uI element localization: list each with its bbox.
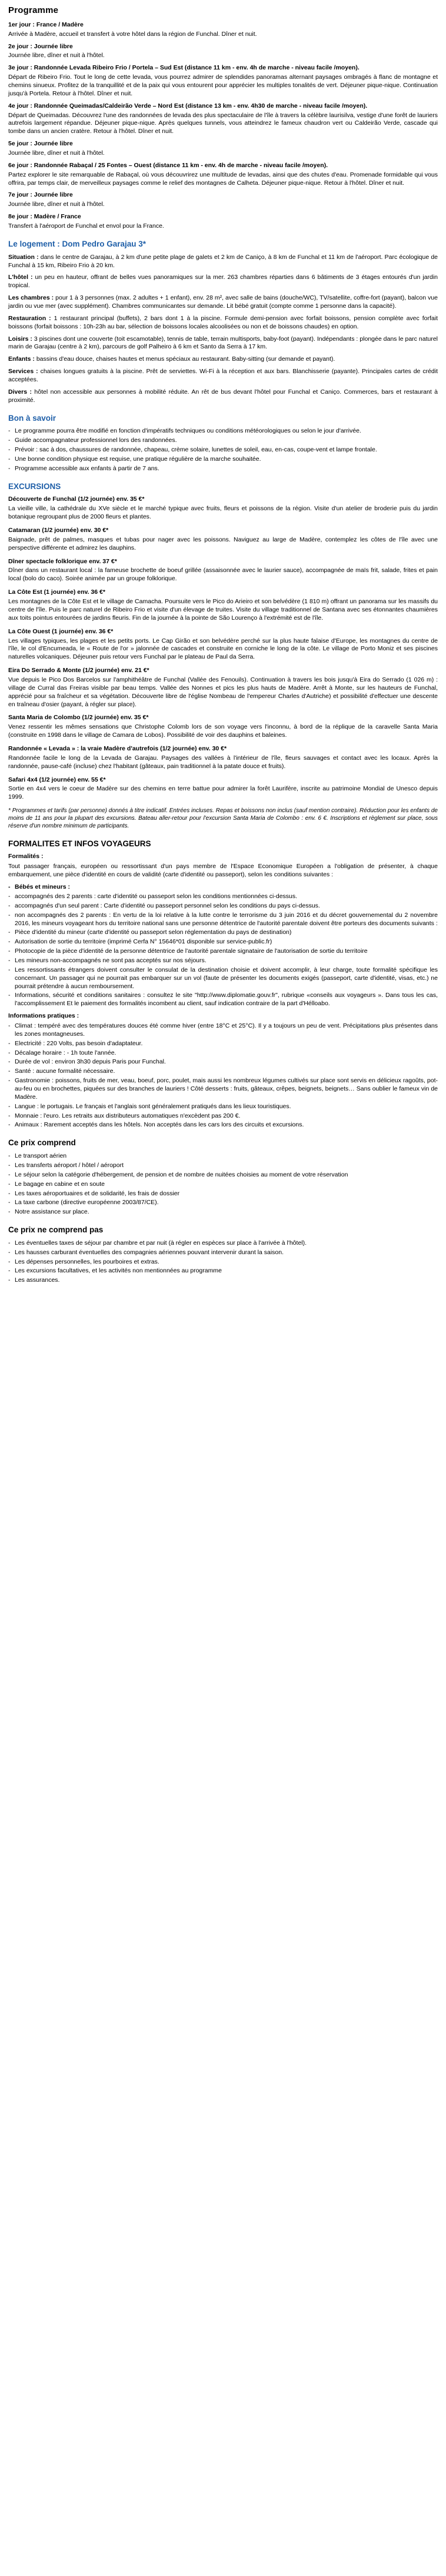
programme-day [8, 102, 438, 136]
formalites-subheading: Formalités : [8, 853, 44, 860]
programme-day [8, 162, 438, 188]
list-item: - Langue : le portugais. Le français et l'anglais sont généralement pratiqués dans les lieux touristiques. [8, 1103, 438, 1111]
list-item: - Prévoir : sac à dos, chaussures de randonnée, chapeau, crème solaire, lunettes de soleil, eau, en-cas, coupe-vent et lampe frontale. [8, 446, 438, 454]
logement-label: Services : [8, 368, 38, 375]
excursion-title: Randonnée « Levada » : la vraie Madère d'autrefois (1/2 journée) env. 30 €* [8, 744, 227, 752]
excursion-text: Les montagnes de la Côte Est et le village de Camacha. Poursuite vers le Pico do Arieiro et son belvédère (1 810 m) offrant un panorama sur les massifs du centre de l'île. Puis le parc naturel de Ribeiro Frio et visite d'un élevage de truites. Visite du village traditionnel de Santana avec ses étonnantes chaumières aux toits pointus entourées de jardins fleuris. Fin de la journée à la pointe de São Lourenço à l'extrémité est de l'île. [8, 598, 438, 621]
list-item: - Les dépenses personnelles, les pourboires et extras. [8, 1258, 438, 1267]
logement-paragraph [8, 274, 438, 290]
logement-paragraph [8, 335, 438, 352]
list-item: - Le séjour selon la catégorie d'hébergement, de pension et de nombre de nuitées choisies au moment de votre réservation [8, 1171, 438, 1179]
programme-day [8, 191, 438, 209]
excursion-text: Vue depuis le Pico Dos Barcelos sur l'amphithéâtre de Funchal (Vallée des Fenouils). Continuation à travers les bois jusqu'à Eira do Serrado (1 026 m) : village de Curral das Freiras visible par beau temps. Vallée des Nonnes et pics les plus hauts de Madère. Arrêt à Monte, sur les hauteurs de Funchal, apprécié pour sa fraîcheur et sa végétation. Découverte libre de l'église Nombeau de l'empereur Charles d'Autriche) et possibilité d'effectuer une descente en traîneau d'osier (payant, à régler sur place). [8, 676, 438, 708]
day-heading: 4e jour : Randonnée Queimadas/Caldeirão Verde – Nord Est (distance 13 km - env. 4h30 de marche - niveau facile /moyen). [8, 102, 368, 109]
excursion-item [8, 714, 438, 740]
bon-a-savoir-list [8, 427, 438, 473]
excursion-title: Dîner spectacle folklorique env. 37 €* [8, 557, 117, 565]
excursion-item [8, 496, 438, 521]
list-item: - Durée de vol : environ 3h30 depuis Paris pour Funchal. [8, 1058, 438, 1066]
list-item: - Les taxes aéroportuaires et de solidarité, les frais de dossier [8, 1190, 438, 1198]
programme-day [8, 140, 438, 158]
list-item: - Le programme pourra être modifié en fonction d'impératifs techniques ou conditions météorologiques ou selon le jour d'arrivée. [8, 427, 438, 436]
list-item: - Notre assistance sur place. [8, 1208, 438, 1216]
list-item: - Décalage horaire : - 1h toute l'année. [8, 1049, 438, 1058]
list-item: - Informations, sécurité et conditions sanitaires : consultez le site "http://www.diplomatie.gouv.fr", rubrique «conseils aux voyageurs ». Dans tous les cas, l'accomplissement Et le paiement des formalités incombent au client, sauf indication contraire de la part d'Hélloabo. [8, 992, 438, 1008]
list-item: - Les ressortissants étrangers doivent consulter le consulat de la destination choisie et doivent accomplir, à leur charge, toute formalité spécifique les concernant. Un passager qui ne pourrait pas embarquer sur un vol (faute de présenter les documents exigés (passeport, carte d'identité, visas, etc.) ne pourrait prétendre à aucun remboursement. [8, 966, 438, 991]
logement-paragraph [8, 254, 438, 270]
list-item: - Santé : aucune formalité nécessaire. [8, 1068, 438, 1076]
list-item: - Pièce d'identité du mineur (carte d'identité ou passeport selon réglementation du pays de destination) [8, 929, 438, 937]
infos-pratiques-list [8, 1022, 438, 1129]
excursion-text: Baignade, prêt de palmes, masques et tubas pour nager avec les poissons. Naviguez au large de Madère, contemplez les côtes de l'île avec une perspective différente et admirez les dauphins. [8, 536, 438, 551]
programme-day [8, 213, 438, 231]
excursion-text: Sortie en 4x4 vers le coeur de Madère sur des chemins en terre battue pour admirer la forêt Laurifère, inscrite au patrimoine Mondial de Unesco depuis 1999. [8, 785, 438, 801]
excursion-title: La Côte Est (1 journée) env. 36 €* [8, 589, 105, 596]
prix-comprend-list [8, 1152, 438, 1216]
page-title: Programme [8, 5, 59, 15]
list-item: - Monnaie : l'euro. Les retraits aux distributeurs automatiques n'excèdent pas 200 €. [8, 1112, 438, 1121]
day-heading: 8e jour : Madère / France [8, 213, 81, 221]
list-item: - Les transferts aéroport / hôtel / aéroport [8, 1162, 438, 1170]
logement-text: hôtel non accessible aux personnes à mobilité réduite. An rêt de bus devant l'hôtel pour Funchal et Caniço. Commerces, bars et restaurant à proximité. [8, 388, 438, 404]
logement-label: Loisirs : [8, 335, 32, 343]
list-item: - Les assurances. [8, 1277, 438, 1285]
list-item: - accompagnés des 2 parents : carte d'identité ou passeport selon les conditions mentionnées ci-dessus. [8, 893, 438, 901]
list-item: - Electricité : 220 Volts, pas besoin d'adaptateur. [8, 1040, 438, 1048]
formalites-list [8, 883, 438, 1008]
day-body: Arrivée à Madère, accueil et transfert à votre hôtel dans la région de Funchal. Dîner et nuit. [8, 30, 257, 38]
logement-label: Divers : [8, 388, 32, 395]
excursion-title: Eira Do Serrado & Monte (1/2 journée) env. 21 €* [8, 667, 149, 674]
excursion-text: La vieille ville, la cathédrale du XVe siècle et le marché typique avec fruits, fleurs et poissons de la région. Visite d'un atelier de broderie puis du jardin botanique regroupant plus de 2000 fleurs et plantes. [8, 505, 438, 521]
logement-text: bassins d'eau douce, chaises hautes et menus spéciaux au restaurant. Baby-sitting (sur demande et payant). [34, 355, 335, 363]
list-item: - Les mineurs non-accompagnés ne sont pas acceptés sur nos séjours. [8, 957, 438, 965]
day-body: Journée libre, dîner et nuit à l'hôtel. [8, 52, 105, 59]
prix-ne-comprend-pas-list [8, 1239, 438, 1285]
programme-day [8, 64, 438, 98]
prix-ne-comprend-pas-heading: Ce prix ne comprend pas [8, 1225, 104, 1235]
excursion-text: Dîner dans un restaurant local : la fameuse brochette de boeuf grillée (assaisonnée avec le laurier sauce), accompagnée de maïs frit, salade, frites et pain local (bolo do caco). Soirée animée par un groupe folklorique. [8, 567, 438, 583]
list-item: - Le bagage en cabine et en soute [8, 1181, 438, 1189]
list-item: - Guide accompagnateur professionnel lors des randonnées. [8, 437, 438, 445]
list-item: - Climat : tempéré avec des températures douces été comme hiver (entre 18°C et 25°C). Il y a toujours un peu de vent. Précipitations plus présentes dans les zones montagneuses. [8, 1022, 438, 1039]
day-body: Partez explorer le site remarquable de Rabaçal, où vous découvrirez une multitude de levadas, ainsi que des chutes d'eau. Promenade formidable qui vous offrira, par temps clair, de merveilleux paysages comme le relief des montagnes de Calheta. Déjeuner pique-nique. Retour à l'hôtel. Dîner et nuit. [8, 171, 438, 187]
day-body: Transfert à l'aéroport de Funchal et envol pour la France. [8, 222, 164, 230]
day-heading: 1er jour : France / Madère [8, 21, 84, 28]
excursions-heading: EXCURSIONS [8, 481, 61, 491]
logement-paragraph [8, 368, 438, 384]
excursion-item [8, 628, 438, 662]
logement-text: chaises longues gratuits à la piscine. Prêt de serviettes. Wi-Fi à la réception et aux bars. Blanchisserie (payante). Principales cartes de crédit acceptées. [8, 368, 438, 383]
list-item: - Les excursions facultatives, et les activités non mentionnées au programme [8, 1267, 438, 1275]
logement-paragraph [8, 294, 438, 311]
excursion-item [8, 558, 438, 584]
logement-label: Enfants : [8, 355, 35, 363]
day-body: Départ de Ribeiro Frio. Tout le long de cette levada, vous pourrez admirer de splendides panoramas alternant paysages ombragés à flanc de montagne et chemins sinueux. Profitez de la tranquillité et de la paix qui vous entourent pour apprécier les multiples tonalités de vert. Déjeuner pique-nique. Continuation jusqu'à Portela. Retour à l'hôtel. Dîner et nuit. [8, 74, 438, 97]
day-heading: 6e jour : Randonnée Rabaçal / 25 Fontes – Ouest (distance 11 km - env. 4h de marche - niveau facile /moyen). [8, 161, 328, 169]
day-body: Journée libre, dîner et nuit à l'hôtel. [8, 149, 105, 157]
day-heading: 3e jour : Randonnée Levada Ribeiro Frio / Portela – Sud Est (distance 11 km - env. 4h de marche - niveau facile /moyen). [8, 64, 360, 72]
list-item: - Bébés et mineurs : [8, 883, 438, 892]
logement-text: 3 piscines dont une couverte (toit escamotable), tennis de table, terrain multisports, baby-foot (payant). Indépendants : plongée dans le parc naturel marin de Garajau (centre à 2 km), parcours de golf Palheiro à 6 km et Santo da Serra à 17 km. [8, 335, 438, 351]
logement-label: Les chambres : [8, 294, 54, 302]
list-item: - Le transport aérien [8, 1152, 438, 1161]
logement-text: dans le centre de Garajau, à 2 km d'une petite plage de galets et 2 km de Caniço, à 8 km de Funchal et 11 km de l'aéroport. Parc écologique de Funchal à 15 km, Ribeiro Frio à 20 km. [8, 253, 438, 269]
day-heading: 7e jour : Journée libre [8, 191, 73, 199]
logement-label: L'hôtel : [8, 274, 33, 281]
formalites-heading: FORMALITES ET INFOS VOYAGEURS [8, 839, 151, 848]
excursion-title: Découverte de Funchal (1/2 journée) env. 35 €* [8, 496, 145, 503]
list-item: - Animaux : Rarement acceptés dans les hôtels. Non acceptés dans les cars lors des circuits et excursions. [8, 1121, 438, 1129]
list-item: - Autorisation de sortie du territoire (imprimé Cerfa N° 15646*01 disponible sur service-public.fr) [8, 938, 438, 946]
formalites-intro: Tout passager français, européen ou ressortissant d'un pays membre de l'Espace Economique Européen a l'obligation de présenter, à chaque embarquement, une pièce d'identité en cours de validité (carte d'identité ou passeport), selon les conditions suivantes : [8, 863, 438, 879]
list-item: - Une bonne condition physique est requise, une pratique régulière de la marche souhaitée. [8, 456, 438, 464]
logement-text: pour 1 à 3 personnes (max. 2 adultes + 1 enfant), env. 28 m², avec salle de bains (douche/WC), TV/satellite, coffre-fort (payant), balcon vue jardin ou vue mer (avec supplément). Chambres communicantes sur demande. Lit bébé gratuit (compte comme 1 personne dans la capacité). [8, 294, 438, 310]
excursion-text: Randonnée facile le long de la Levada de Garajau. Paysages des vallées à l'intérieur de l'île, fleurs sauvages et contact avec les locaux. Après la randonnée, pause-café (incluse) chez l'habitant (gâteaux, pain traditionnel à la patate douce et fruits). [8, 754, 438, 770]
excursion-item [8, 527, 438, 553]
excursion-text: Venez ressentir les mêmes sensations que Christophe Colomb lors de son voyage vers l'inconnu, à bord de la réplique de la caravelle Santa Maria (construite en 1998 dans le village de Camara de Lobos). Possibilité de voir des dauphins et baleines. [8, 723, 438, 739]
day-heading: 5e jour : Journée libre [8, 140, 73, 148]
logement-label: Situation : [8, 253, 39, 261]
list-item: - non accompagnés des 2 parents : En vertu de la loi relative à la lutte contre le terrorisme du 3 juin 2016 et du décret gouvernemental du 2 novembre 2016, les mineurs voyageant hors du territoire national sans une personne détentrice de l'autorité parentale doivent être porteurs des documents suivants : [8, 912, 438, 928]
excursions-footnote: * Programmes et tarifs (par personne) donnés à titre indicatif. Entrées incluses. Repas et boissons non inclus (sauf mention contraire). Réduction pour les enfants de moins de 11 ans pour la plupart des excursions. Bateau aller-retour pour l'excursion Santa Maria de Colombo : env. 6 €. Inscriptions et règlement sur place, sous réserve d'un nombre minimum de participants. [8, 807, 438, 830]
day-body: Journée libre, dîner et nuit à l'hôtel. [8, 201, 105, 208]
excursion-title: Santa Maria de Colombo (1/2 journée) env. 35 €* [8, 714, 149, 722]
excursion-title: Safari 4x4 (1/2 journée) env. 55 €* [8, 776, 106, 783]
list-item: - Programme accessible aux enfants à partir de 7 ans. [8, 465, 438, 473]
day-heading: 2e jour : Journée libre [8, 42, 73, 50]
programme-day [8, 21, 438, 39]
logement-paragraph [8, 388, 438, 405]
excursion-title: Catamaran (1/2 journée) env. 30 €* [8, 527, 109, 534]
list-item: - Les hausses carburant éventuelles des compagnies aériennes pouvant intervenir durant la saison. [8, 1249, 438, 1257]
infos-pratiques-heading: Informations pratiques : [8, 1012, 79, 1020]
logement-paragraph [8, 315, 438, 331]
bon-a-savoir-heading: Bon à savoir [8, 413, 56, 423]
list-item: - Gastronomie : poissons, fruits de mer, veau, boeuf, porc, poulet, mais aussi les nombreux légumes cultivés sur place sont servis en délicieux ragoûts, pot-au-feu ou en brochettes, piquées sur des branches de lauriers ! Côté desserts : fruits, gâteaux, crêpes, beignets, beignets… Sans oublier le fameux vin de Madère. [8, 1077, 438, 1102]
logement-paragraph [8, 355, 438, 364]
excursion-item [8, 589, 438, 622]
list-item: - La taxe carbone (directive européenne 2003/87/CE). [8, 1199, 438, 1207]
list-item: - Les éventuelles taxes de séjour par chambre et par nuit (à régler en espèces sur place à l'arrivée à l'hôtel). [8, 1239, 438, 1248]
excursion-text: Les villages typiques, les plages et les petits ports. Le Cap Girão et son belvédère perché sur la plus haute falaise d'Europe, les montagnes du centre de l'île, le col d'Encumeada, le « Route de l'or » jalonnée de cascades et construite en corniche le long de la côte. Le village de Porto Moniz et ses piscines naturelles volcaniques. Déjeuner puis retour vers Funchal par le plateau de Paul da Serra. [8, 637, 438, 661]
logement-text: 1 restaurant principal (buffets), 2 bars dont 1 à la piscine. Formule demi-pension avec forfait boissons, pension complète avec forfait boissons (forfait boissons : 10h-23h au bar, sélection de boissons locales alcoolisées ou non et de boissons chaudes) en option. [8, 314, 438, 330]
excursion-item [8, 667, 438, 709]
logement-label: Restauration : [8, 314, 51, 322]
excursion-item [8, 776, 438, 802]
prix-comprend-heading: Ce prix comprend [8, 1138, 76, 1148]
logement-text: un peu en hauteur, offrant de belles vues panoramiques sur la mer. 263 chambres réparties dans 6 bâtiments de 3 étages entourés d'un jardin tropical. [8, 274, 438, 290]
logement-heading: Le logement : Dom Pedro Garajau 3* [8, 239, 147, 248]
list-item: - Photocopie de la pièce d'identité de la personne détentrice de l'autorité parentale signataire de l'autorisation de sortie du territoire [8, 948, 438, 956]
excursion-item [8, 745, 438, 771]
day-body: Départ de Queimadas. Découvrez l'une des randonnées de levada des plus spectaculaire de l'île à travers la célèbre laurisilva, vestige d'une forêt de lauriers autrefois largement répandue. Déjeuner pique-nique. Après quelques tunnels, vous atteindrez le fameux chaudron vert ou Caldeirão Verde, cascade qui tombe dans un ancien cratère. Retour à l'hôtel. Dîner et nuit. [8, 111, 438, 135]
excursion-title: La Côte Ouest (1 journée) env. 36 €* [8, 627, 114, 635]
list-item: - accompagnés d'un seul parent : Carte d'identité ou passeport personnel selon les conditions du pays ci-dessus. [8, 902, 438, 910]
programme-day [8, 43, 438, 61]
